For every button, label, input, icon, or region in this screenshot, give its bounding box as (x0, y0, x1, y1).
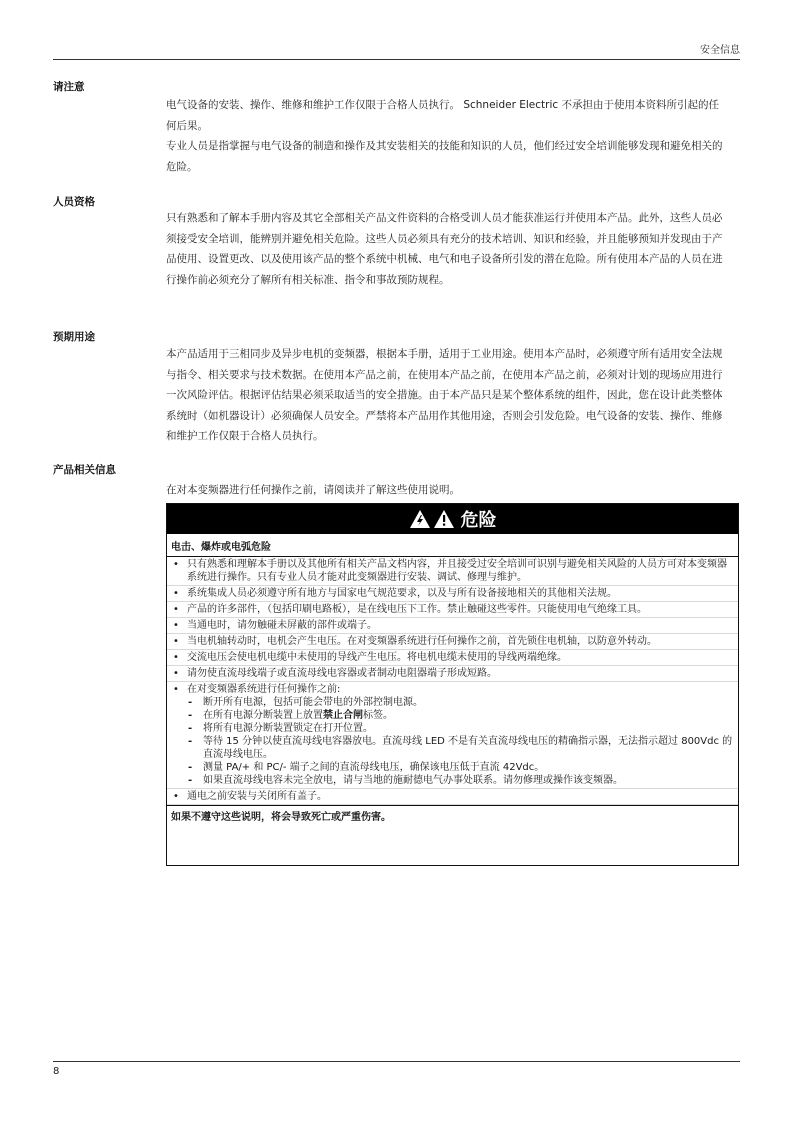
sub-list (187, 696, 734, 787)
bullet-icon: • (173, 559, 179, 570)
sub-list-item: - 在所有电源分断装置上放置禁止合闸标签。 (188, 710, 393, 721)
sub-list-item: - 断开所有电源，包括可能会带电的外部控制电源。 (188, 697, 423, 708)
list-item: • 产品的许多部件，（包括印刷电路板），是在线电压下工作。禁止触碰这些零件。只能使用电气绝缘工具。 (167, 602, 738, 618)
footer-rule (53, 1061, 740, 1062)
danger-subtitle: 电击、爆炸或电弧危险 (167, 534, 738, 557)
electric-hazard-icon (409, 509, 431, 529)
list-item: • 通电之前安装与关闭所有盖子。 (167, 789, 738, 805)
intended-use-paragraph: 本产品适用于三相同步及异步电机的变频器，根据本手册，适用于工业用途。使用本产品时，必须遵守所有适用安全法规与指令、相关要求与技术数据。在使用本产品之前，在使用本产品之前，在使用本产品之前，必须对计划的现场应用进行一次风险评估。根据评估结果必须采取适当的安全措施。由于本产品只是某个整体系统的组件，因此，您在设计此类整体系统时（如机器设计）必须确保人员安全。严禁将本产品用作其他用途，否则会引发危险。电气设备的安装、操作、维修和维护工作仅限于合格人员执行。 (166, 348, 723, 442)
heading-intended-use: 预期用途 (53, 331, 95, 343)
heading-product-info: 产品相关信息 (53, 464, 116, 476)
bullet-icon: • (173, 668, 179, 679)
bullet-icon: • (173, 620, 179, 631)
lockout-label-text: 禁止合闸 (323, 710, 363, 721)
warning-triangle-icon (433, 509, 455, 529)
bullet-icon: • (173, 791, 179, 802)
header-rule (53, 59, 740, 60)
bullet-icon: • (173, 684, 179, 695)
danger-list (167, 557, 738, 805)
sub-list-item: - 将所有电源分断装置锁定在打开位置。 (188, 723, 373, 734)
attention-paragraph-2: 专业人员是指掌握与电气设备的制造和操作及其安装相关的技能和知识的人员，他们经过安全培训能够发现和避免相关的危险。 (166, 140, 723, 173)
qualification-paragraph: 只有熟悉和了解本手册内容及其它全部相关产品文件资料的合格受训人员才能获准运行并使用本产品。此外，这些人员必须接受安全培训，能辨别并避免相关危险。这些人员必须具有充分的技术培训、知识和经验，并且能够预知并发现由于产品使用、设置更改、以及使用该产品的整个系统中机械、电气和电子设备所引发的潜在危险。所有使用本产品的人员在进行操作前必须充分了解所有相关标准、指令和事故预防规程。 (166, 212, 723, 286)
product-info-paragraph: 在对本变频器进行任何操作之前，请阅读并了解这些使用说明。 (166, 484, 460, 496)
list-item: • 系统集成人员必须遵守所有地方与国家电气规范要求，以及与所有设备接地相关的其他相关法规。 (167, 586, 738, 602)
running-header: 安全信息 (700, 45, 740, 56)
list-item: • 请勿使直流母线端子或直流母线电容器或者制动电阻器端子形成短路。 (167, 666, 738, 682)
danger-footer-warning: 如果不遵守这些说明，将会导致死亡或严重伤害。 (167, 805, 738, 825)
heading-attention: 请注意 (53, 81, 85, 93)
attention-body (166, 95, 728, 177)
bullet-icon: • (173, 652, 179, 663)
list-item: • 当电机轴转动时，电机会产生电压。在对变频器系统进行任何操作之前，首先锁住电机轴，以防意外转动。 (167, 634, 738, 650)
list-item: • 交流电压会使电机电缆中未使用的导线产生电压。将电机电缆未使用的导线两端绝缘。 (167, 650, 738, 666)
intended-use-body (166, 344, 728, 447)
list-item: • 当通电时，请勿触碰未屏蔽的部件或端子。 (167, 618, 738, 634)
list-item: • 只有熟悉和理解本手册以及其他所有相关产品文档内容，并且接受过安全培训可识别与避免相关风险的人员方可对本变频器系统进行操作。只有专业人员才能对此变频器进行安装、调试、修理与维护。 (167, 557, 738, 586)
qualification-body (166, 208, 728, 290)
danger-safety-box (166, 503, 739, 866)
sub-list-item: - 等待 15 分钟以使直流母线电容器放电。直流母线 LED 不是有关直流母线电压的精确指示器，无法指示超过 800Vdc 的直流母线电压。 (188, 736, 733, 760)
sub-list-item: - 如果直流母线电容未完全放电，请与当地的施耐德电气办事处联系。请勿修理或操作该变频器。 (188, 775, 623, 786)
page-number: 8 (53, 1066, 60, 1077)
danger-banner (167, 504, 738, 534)
bullet-icon: • (173, 588, 179, 599)
bullet-icon: • (173, 636, 179, 647)
product-info-body (166, 480, 728, 501)
heading-qualification: 人员资格 (53, 196, 95, 208)
list-item: • 在对变频器系统进行任何操作之前: - 断开所有电源，包括可能会带电的外部控制电源。 - 在所有电源分断装置上放置禁止合闸标签。 - 将所有电源分断装置锁定在打开位置。 - 等待 15 分钟以使直流母线电容器放电。直流母线 LED 不是有关直流母线电压的精确指示器，无法指示超过 800Vdc 的直流母线电压。 - 测量 PA/+ 和 PC/- 端子之间的直流母线电压，确保该电压低于直流 42Vdc。 - 如果直流母线电容未完全放电，请与当地的施耐德电气办事处联系。请勿修理或操作该变频器。 (167, 682, 738, 789)
attention-paragraph-1: 电气设备的安装、操作、维修和维护工作仅限于合格人员执行。 Schneider Electric 不承担由于使用本资料所引起的任何后果。 (166, 99, 719, 132)
danger-title: 危险 (460, 510, 497, 531)
sub-list-item: - 测量 PA/+ 和 PC/- 端子之间的直流母线电压，确保该电压低于直流 42Vdc。 (188, 762, 545, 773)
bullet-icon: • (173, 604, 179, 615)
